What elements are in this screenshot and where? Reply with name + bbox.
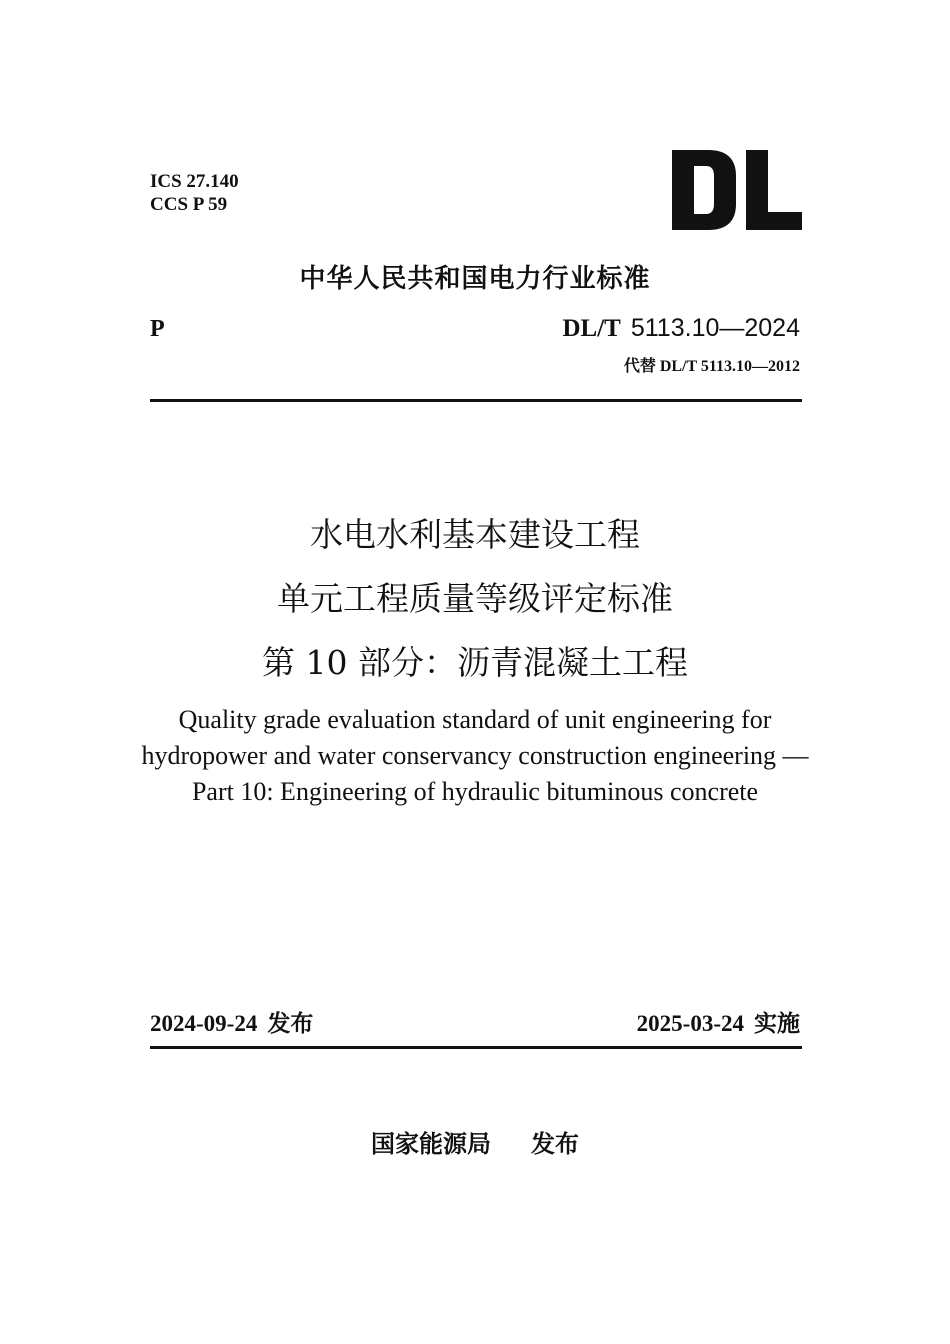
standard-codes [150, 170, 239, 216]
standard-number [563, 313, 801, 343]
dl-logo-l [746, 150, 802, 230]
top-divider [150, 399, 802, 402]
industry-standard-heading: 中华人民共和国电力行业标准 [299, 264, 651, 294]
ccs-code: CCS P 59 [150, 194, 228, 215]
dl-logo [672, 150, 802, 230]
english-title-line: Part 10: Engineering of hydraulic bituminous concrete [191, 777, 759, 806]
replaces-label: 代替 [623, 356, 656, 375]
classification-code: P [150, 316, 165, 342]
replaces-note [624, 353, 800, 376]
bottom-divider [150, 1046, 802, 1049]
replaces-code: DL/T 5113.10—2012 [659, 358, 800, 375]
publisher [0, 1124, 950, 1159]
english-title [0, 702, 950, 810]
standard-number-value: 5113.10—2024 [630, 314, 800, 342]
standard-prefix: DL/T [562, 315, 621, 342]
implementation-date-value: 2025-03-24 [636, 1011, 744, 1036]
chinese-title-line: 单元工程质量等级评定标准 [277, 579, 673, 618]
english-title-line: hydropower and water conservancy construction engineering — [141, 741, 809, 770]
chinese-title [0, 503, 950, 695]
chinese-title-line: 水电水利基本建设工程 [310, 515, 640, 554]
implementation-label: 实施 [754, 1011, 800, 1037]
issue-label: 发布 [267, 1011, 314, 1037]
implementation-date [637, 1005, 800, 1038]
issue-date [150, 1005, 313, 1038]
english-title-line: Quality grade evaluation standard of unit engineering for [178, 705, 772, 734]
ics-code: ICS 27.140 [150, 171, 239, 192]
publisher-action: 发布 [531, 1130, 579, 1158]
issue-date-value: 2024-09-24 [150, 1011, 258, 1036]
dl-logo-d [672, 150, 736, 230]
publisher-org: 国家能源局 [371, 1130, 491, 1158]
chinese-title-line: 第 10 部分：沥青混凝土工程 [262, 643, 688, 682]
